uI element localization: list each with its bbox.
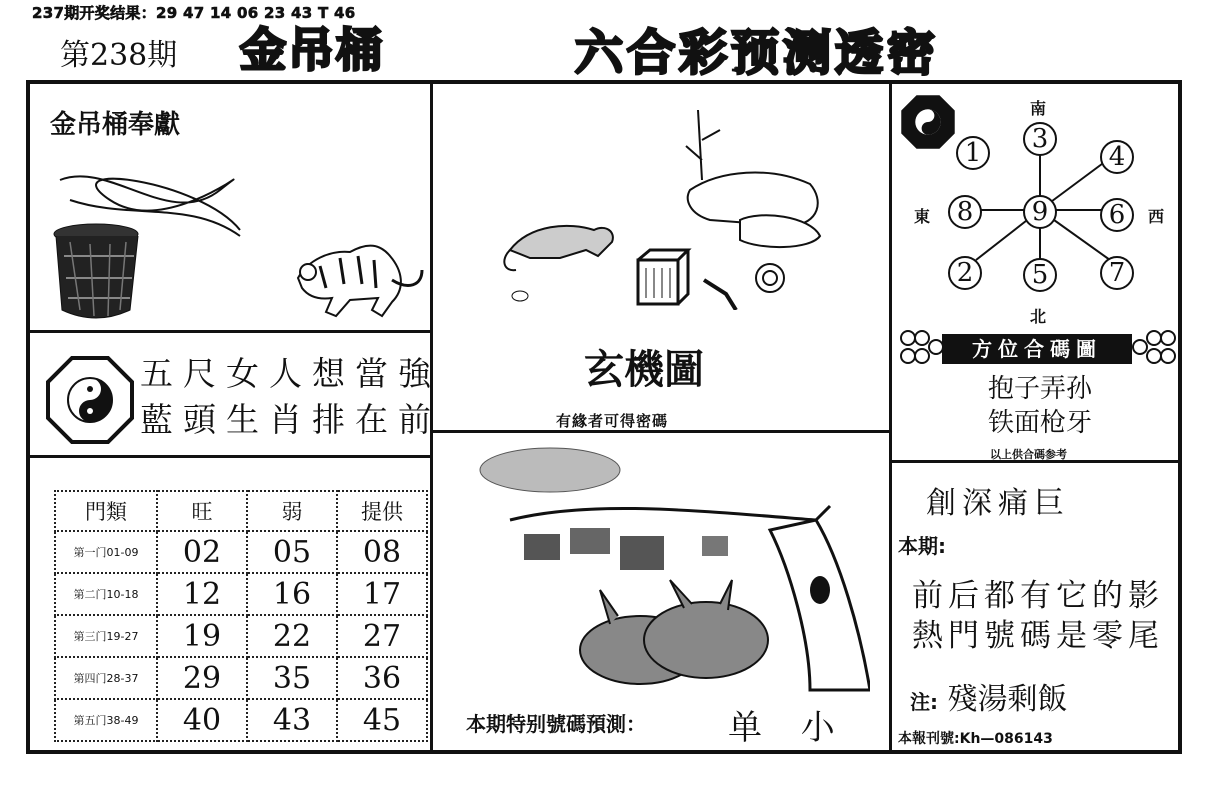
compass-number: 9: [1023, 195, 1057, 229]
note-label: 注:: [910, 690, 938, 714]
issue-number: 第238期: [60, 38, 178, 73]
box-icon: [638, 250, 688, 304]
direction-north: 北: [1030, 307, 1047, 326]
table-header: 門類: [55, 491, 157, 531]
moon-cloud-icon: [480, 448, 620, 492]
divider-left-1: [28, 330, 431, 333]
tiger-icon: [298, 246, 422, 316]
stick-icon: [704, 280, 736, 310]
row-label: 第一门01-09: [55, 531, 157, 573]
puzzle-illustration: [490, 100, 840, 310]
cell-value: 17: [337, 573, 427, 615]
compass-number: 8: [948, 195, 982, 229]
poem-line-2: 藍頭生肖排在前: [140, 400, 441, 439]
table-row: [55, 615, 427, 657]
prediction-value: 单 小: [728, 708, 849, 748]
table-header: 提供: [337, 491, 427, 531]
current-issue-label: 本期:: [898, 534, 946, 558]
compass-number: 3: [1023, 122, 1057, 156]
pebble-icon: [512, 291, 528, 301]
divider-left-2: [28, 455, 431, 458]
dog-icon: [504, 226, 613, 270]
puzzle-subtitle: 有緣者可得密碼: [556, 412, 669, 430]
row-label: 第三门19-27: [55, 615, 157, 657]
compass-number: 5: [1023, 258, 1057, 292]
direction-line-1: 抱子弄孙: [987, 374, 1092, 404]
divider-right: [889, 82, 892, 752]
direction-line-2: 铁面枪牙: [987, 408, 1092, 438]
table-row: [55, 573, 427, 615]
paper-number: 本報刊號:Kh—086143: [898, 731, 1053, 747]
direction-chart-label: 方位合碼圖: [942, 334, 1132, 364]
direction-note: 以上供合碼参考: [990, 448, 1067, 461]
row-label: 第四门28-37: [55, 657, 157, 699]
cell-value: 02: [157, 531, 247, 573]
cell-value: 22: [247, 615, 337, 657]
riddle-line-2: 熱門號碼是零尾: [912, 618, 1164, 654]
cell-value: 16: [247, 573, 337, 615]
spiral-icon: [756, 264, 784, 292]
table-header: 弱: [247, 491, 337, 531]
codes-table: [54, 490, 428, 742]
rabbit-icon: [580, 580, 768, 684]
riddle-line-1: 前后都有它的影: [912, 578, 1164, 614]
puzzle-title: 玄機圖: [584, 346, 704, 393]
cell-value: 45: [337, 699, 427, 741]
compass-number: 6: [1100, 198, 1134, 232]
cell-value: 12: [157, 573, 247, 615]
drum-tiger-illustration: [50, 160, 430, 330]
direction-east: 東: [914, 207, 931, 226]
compass-number: 1: [956, 136, 990, 170]
table-row: [55, 657, 427, 699]
rocks-icon: [686, 110, 820, 247]
compass-number: 4: [1100, 140, 1134, 174]
flower-left-icon: [898, 326, 944, 370]
cell-value: 36: [337, 657, 427, 699]
compass-number: 7: [1100, 256, 1134, 290]
table-header-row: [55, 491, 427, 531]
taiji-bagua-icon: [46, 356, 134, 444]
brand-logo: 金吊桶: [240, 23, 384, 77]
row-label: 第五门38-49: [55, 699, 157, 741]
cell-value: 29: [157, 657, 247, 699]
compass-number: 2: [948, 256, 982, 290]
direction-south: 南: [1030, 99, 1047, 118]
riddle-note: [910, 674, 1068, 718]
poem-line-1: 五尺女人想當強: [140, 354, 441, 393]
cell-value: 19: [157, 615, 247, 657]
table-row: [55, 531, 427, 573]
table-header: 旺: [157, 491, 247, 531]
rabbits-tree-illustration: [470, 440, 870, 700]
cell-value: 35: [247, 657, 337, 699]
donor-title: 金吊桶奉獻: [50, 110, 181, 140]
note-text: 殘湯剩飯: [947, 682, 1068, 717]
cell-value: 40: [157, 699, 247, 741]
flower-right-icon: [1132, 326, 1178, 370]
riddle-title: 創深痛巨: [926, 486, 1070, 521]
cell-value: 05: [247, 531, 337, 573]
page-title: 六合彩预测透密: [575, 25, 940, 81]
last-draw-result: 237期开奖结果：29 47 14 06 23 43 T 46: [32, 4, 356, 22]
drum-icon: [54, 176, 240, 318]
row-label: 第二门10-18: [55, 573, 157, 615]
direction-west: 西: [1148, 207, 1165, 226]
cell-value: 08: [337, 531, 427, 573]
lanterns-icon: [524, 528, 728, 570]
prediction-label: 本期特别號碼預測：: [466, 712, 646, 736]
cell-value: 43: [247, 699, 337, 741]
table-row: [55, 699, 427, 741]
cell-value: 27: [337, 615, 427, 657]
